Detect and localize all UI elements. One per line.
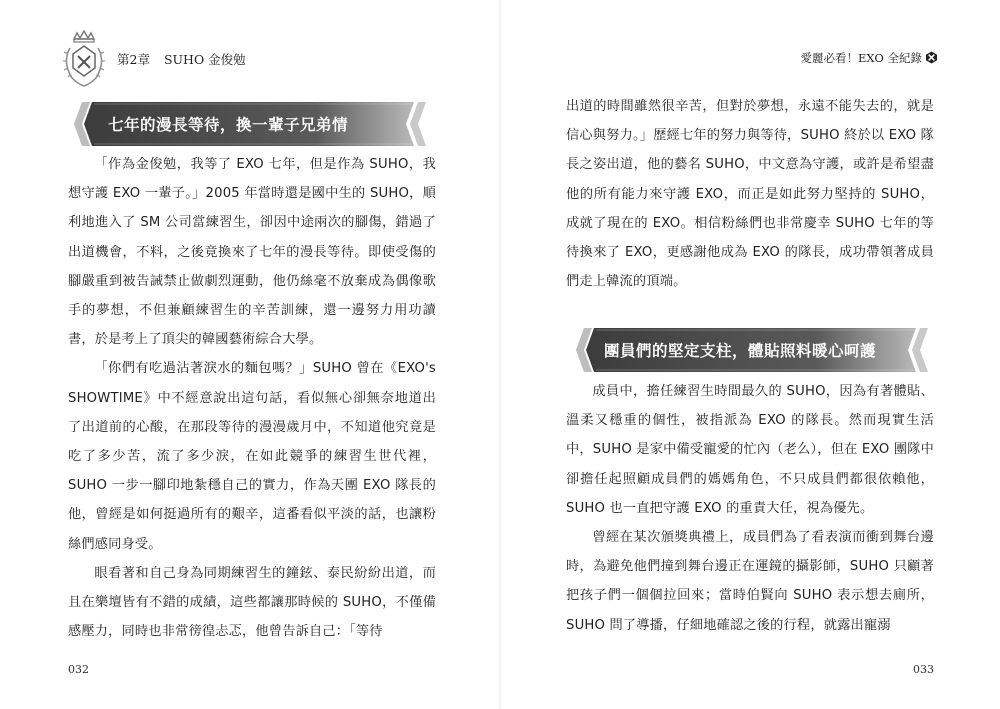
right-section-title: 團員們的堅定支柱，體貼照料暖心呵護 (604, 342, 877, 360)
exo-logo-icon (925, 51, 938, 64)
chapter-number: 第2章 (117, 52, 150, 67)
left-section-title: 七年的漫長等待，換一輩子兄弟情 (108, 116, 349, 134)
left-paragraph-1: 「作為金俊勉，我等了 EXO 七年，但是作為 SUHO，我想守護 EXO 一輩子。」2005 年當時還是國中生的 SUHO，順利地進入了 SM 公司當練習生，卻因中途兩次的腳傷，錯過了出道機會，不料，之後竟換來了七年的漫長等待。即使受傷的腳嚴重到被告誡禁止做劇烈運動，他仍絲毫不放棄成為偶像歌手的夢想，不但兼顧練習生的辛苦訓練，還一邊努力用功讀書，於是考上了頂尖的韓國藝術綜合大學。 (68, 157, 436, 348)
crown-laurel-emblem-icon (60, 30, 108, 88)
book-header-title: 愛麗必看！EXO 全紀錄 (800, 51, 922, 65)
right-section-banner (566, 328, 934, 372)
right-page-body-bottom (566, 377, 934, 640)
right-paragraph-3: 曾經在某次頒獎典禮上，成員們為了看表演而衝到舞台邊時，為避免他們撞到舞台邊正在運鏡的攝影師，SUHO 只顧著把孩子們一個個拉回來；當時伯賢向 SUHO 表示想去廁所，SUHO 問了導播，仔細地確認之後的行程，就露出寵溺 (566, 530, 934, 633)
page-gutter (499, 0, 501, 709)
left-paragraph-3: 眼看著和自己身為同期練習生的鐘鉉、泰民紛紛出道，而且在樂壇皆有不錯的成績，這些都讓那時候的 SUHO，不僅備感壓力，同時也非常徬徨忐忑，他曾告訴自己：「等待 (68, 565, 436, 640)
right-page-body-top (566, 92, 934, 296)
right-page-header (801, 50, 938, 66)
chapter-title: SUHO 金俊勉 (163, 52, 246, 67)
left-page-body (68, 150, 436, 646)
left-section-banner (64, 102, 432, 146)
right-paragraph-1: 出道的時間雖然很辛苦，但對於夢想，永遠不能失去的，就是信心與努力。」歷經七年的努力與等待，SUHO 終於以 EXO 隊長之姿出道，他的藝名 SUHO，中文意為守護，或許是希望盡他的所有能力來守護 EXO，而正是如此努力堅持的 SUHO，成就了現在的 EXO。相信粉絲們也非常慶幸 SUHO 七年的等待換來了 EXO，更感謝他成為 EXO 的隊長，成功帶領著成員們走上韓流的頂端。 (566, 99, 934, 290)
left-page-number: 032 (68, 663, 89, 676)
right-page-number: 033 (913, 663, 934, 676)
right-paragraph-2: 成員中，擔任練習生時間最久的 SUHO，因為有著體貼、溫柔又穩重的個性，被指派為 EXO 的隊長。然而現實生活中，SUHO 是家中備受寵愛的忙內（老么），但在 EXO 團隊中卻擔任起照顧成員們的媽媽角色，不只成員們都很依賴他，SUHO 也一直把守護 EXO 的重責大任，視為優先。 (566, 384, 934, 516)
chapter-heading (117, 50, 260, 68)
left-paragraph-2: 「你們有吃過沾著淚水的麵包嗎？」SUHO 曾在《EXO's SHOWTIME》中不經意說出這句話，看似無心卻無奈地道出了出道前的心酸，在那段等待的漫漫歲月中，不知道他究竟是吃了多少苦，流了多少淚，在如此競爭的練習生世代裡，SUHO 一步一腳印地紮穩自己的實力，作為天團 EXO 隊長的他，曾經是如何挺過所有的艱辛，這番看似平淡的話，也讓粉絲們感同身受。 (68, 361, 436, 552)
